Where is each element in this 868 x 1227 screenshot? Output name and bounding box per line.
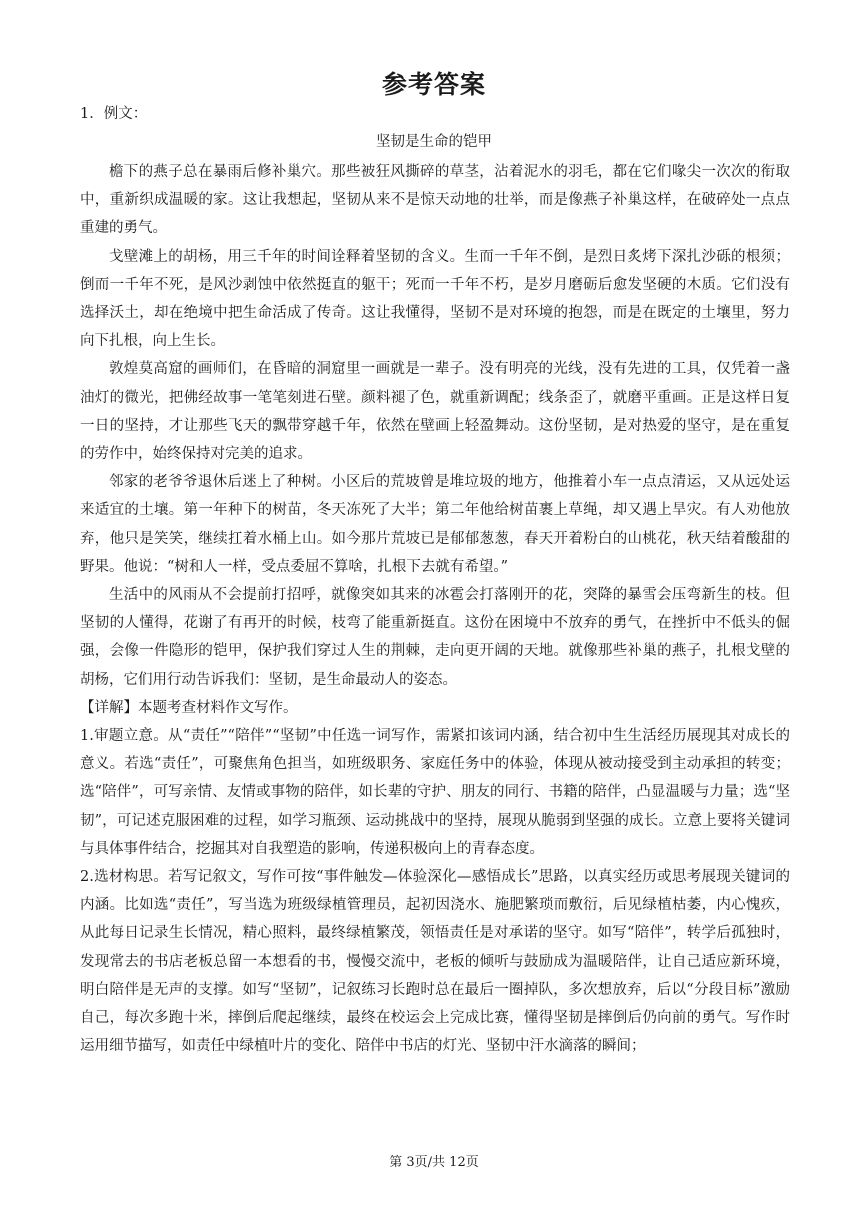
essay-paragraph: 戈壁滩上的胡杨，用三千年的时间诠释着坚韧的含义。生而一千年不倒，是烈日炙烤下深扎沙砾的根须；倒而一千年不死，是风沙剥蚀中依然挺直的躯干；死而一千年不朽，是岁月磨砺后愈发坚硬的木质。它们没有选择沃土，却在绝境中把生命活成了传奇。这让我懂得，坚韧不是对环境的抱怨，而是在既定的土壤里，努力向下扎根，向上生长。	[80, 248, 790, 350]
essay-title: 坚韧是生命的铠甲	[376, 134, 492, 150]
detail-heading: 【详解】本题考查材料作文写作。	[80, 699, 298, 716]
detail-paragraph: 2.选材构思。若写记叙文，写作可按“事件触发—体验深化—感悟成长”思路，以真实经历或思考展现关键词的内涵。比如选“责任”，写当选为班级绿植管理员，起初因浇水、施肥繁琐而敷衍，后见绿植枯萎，内心愧疚，从此每日记录生长情况，精心照料，最终绿植繁茂，领悟责任是对承诺的坚守。如写“陪伴”，转学后孤独时，发现常去的书店老板总留一本想看的书，慢慢交流中，老板的倾听与鼓励成为温暖陪伴，让自己适应新环境，明白陪伴是无声的支撑。如写“坚韧”，记叙练习长跑时总在最后一圈掉队，多次想放弃，后以“分段目标”激励自己，每次多跑十米，摔倒后爬起继续，最终在校运会上完成比赛，懂得坚韧是摔倒后仍向前的勇气。写作时运用细节描写，如责任中绿植叶片的变化、陪伴中书店的灯光、坚韧中汗水滴落的瞬间；	[80, 869, 790, 1055]
essay-paragraph: 生活中的风雨从不会提前打招呼，就像突如其来的冰雹会打落刚开的花，突降的暴雪会压弯新生的枝。但坚韧的人懂得，花谢了有再开的时候，枝弯了能重新挺直。这份在困境中不放弃的勇气，在挫折中不低头的倔强，会像一件隐形的铠甲，保护我们穿过人生的荆棘，走向更开阔的天地。就像那些补巢的燕子，扎根戈壁的胡杨，它们用行动告诉我们：坚韧，是生命最动人的姿态。	[80, 587, 790, 688]
question-label: 1．例文：	[80, 106, 148, 122]
essay-paragraph: 邻家的老爷爷退休后迷上了种树。小区后的荒坡曾是堆垃圾的地方，他推着小车一点点清运，又从远处运来适宜的土壤。第一年种下的树苗，冬天冻死了大半；第二年他给树苗裹上草绳，却又遇上旱灾。有人劝他放弃，他只是笑笑，继续扛着水桶上山。如今那片荒坡已是郁郁葱葱，春天开着粉白的山桃花，秋天结着酸甜的野果。他说：“树和人一样，受点委屈不算啥，扎根下去就有希望。”	[80, 474, 790, 575]
detail-paragraph: 1.审题立意。从“责任”“陪伴”“坚韧”中任选一词写作，需紧扣该词内涵，结合初中生生活经历展现其对成长的意义。若选“责任”，可聚焦角色担当，如班级职务、家庭任务中的体验，体现从被动接受到主动承担的转变；选“陪伴”，可写亲情、友情或事物的陪伴，如长辈的守护、朋友的同行、书籍的陪伴，凸显温暖与力量；选“坚韧”，可记述克服困难的过程，如学习瓶颈、运动挑战中的坚持，展现从脆弱到坚强的成长。立意上要将关键词与具体事件结合，挖掘其对自我塑造的影响，传递积极向上的青春态度。	[80, 728, 790, 857]
essay-paragraph: 檐下的燕子总在暴雨后修补巢穴。那些被狂风撕碎的草茎，沾着泥水的羽毛，都在它们喙尖一次次的衔取中，重新织成温暖的家。这让我想起，坚韧从来不是惊天动地的壮举，而是像燕子补巢这样，在破碎处一点点重建的勇气。	[80, 164, 790, 237]
body-text	[80, 158, 790, 1061]
essay-paragraph: 敦煌莫高窟的画师们，在昏暗的洞窟里一画就是一辈子。没有明亮的光线，没有先进的工具，仅凭着一盏油灯的微光，把佛经故事一笔笔刻进石壁。颜料褪了色，就重新调配；线条歪了，就磨平重画。正是这样日复一日的坚持，才让那些飞天的飘带穿越千年，依然在壁画上轻盈舞动。这份坚韧，是对热爱的坚守，是在重复的劳作中，始终保持对完美的追求。	[80, 361, 790, 463]
page-footer: 第 3页/共 12页	[389, 1155, 479, 1170]
page-title: 参考答案	[381, 70, 486, 99]
